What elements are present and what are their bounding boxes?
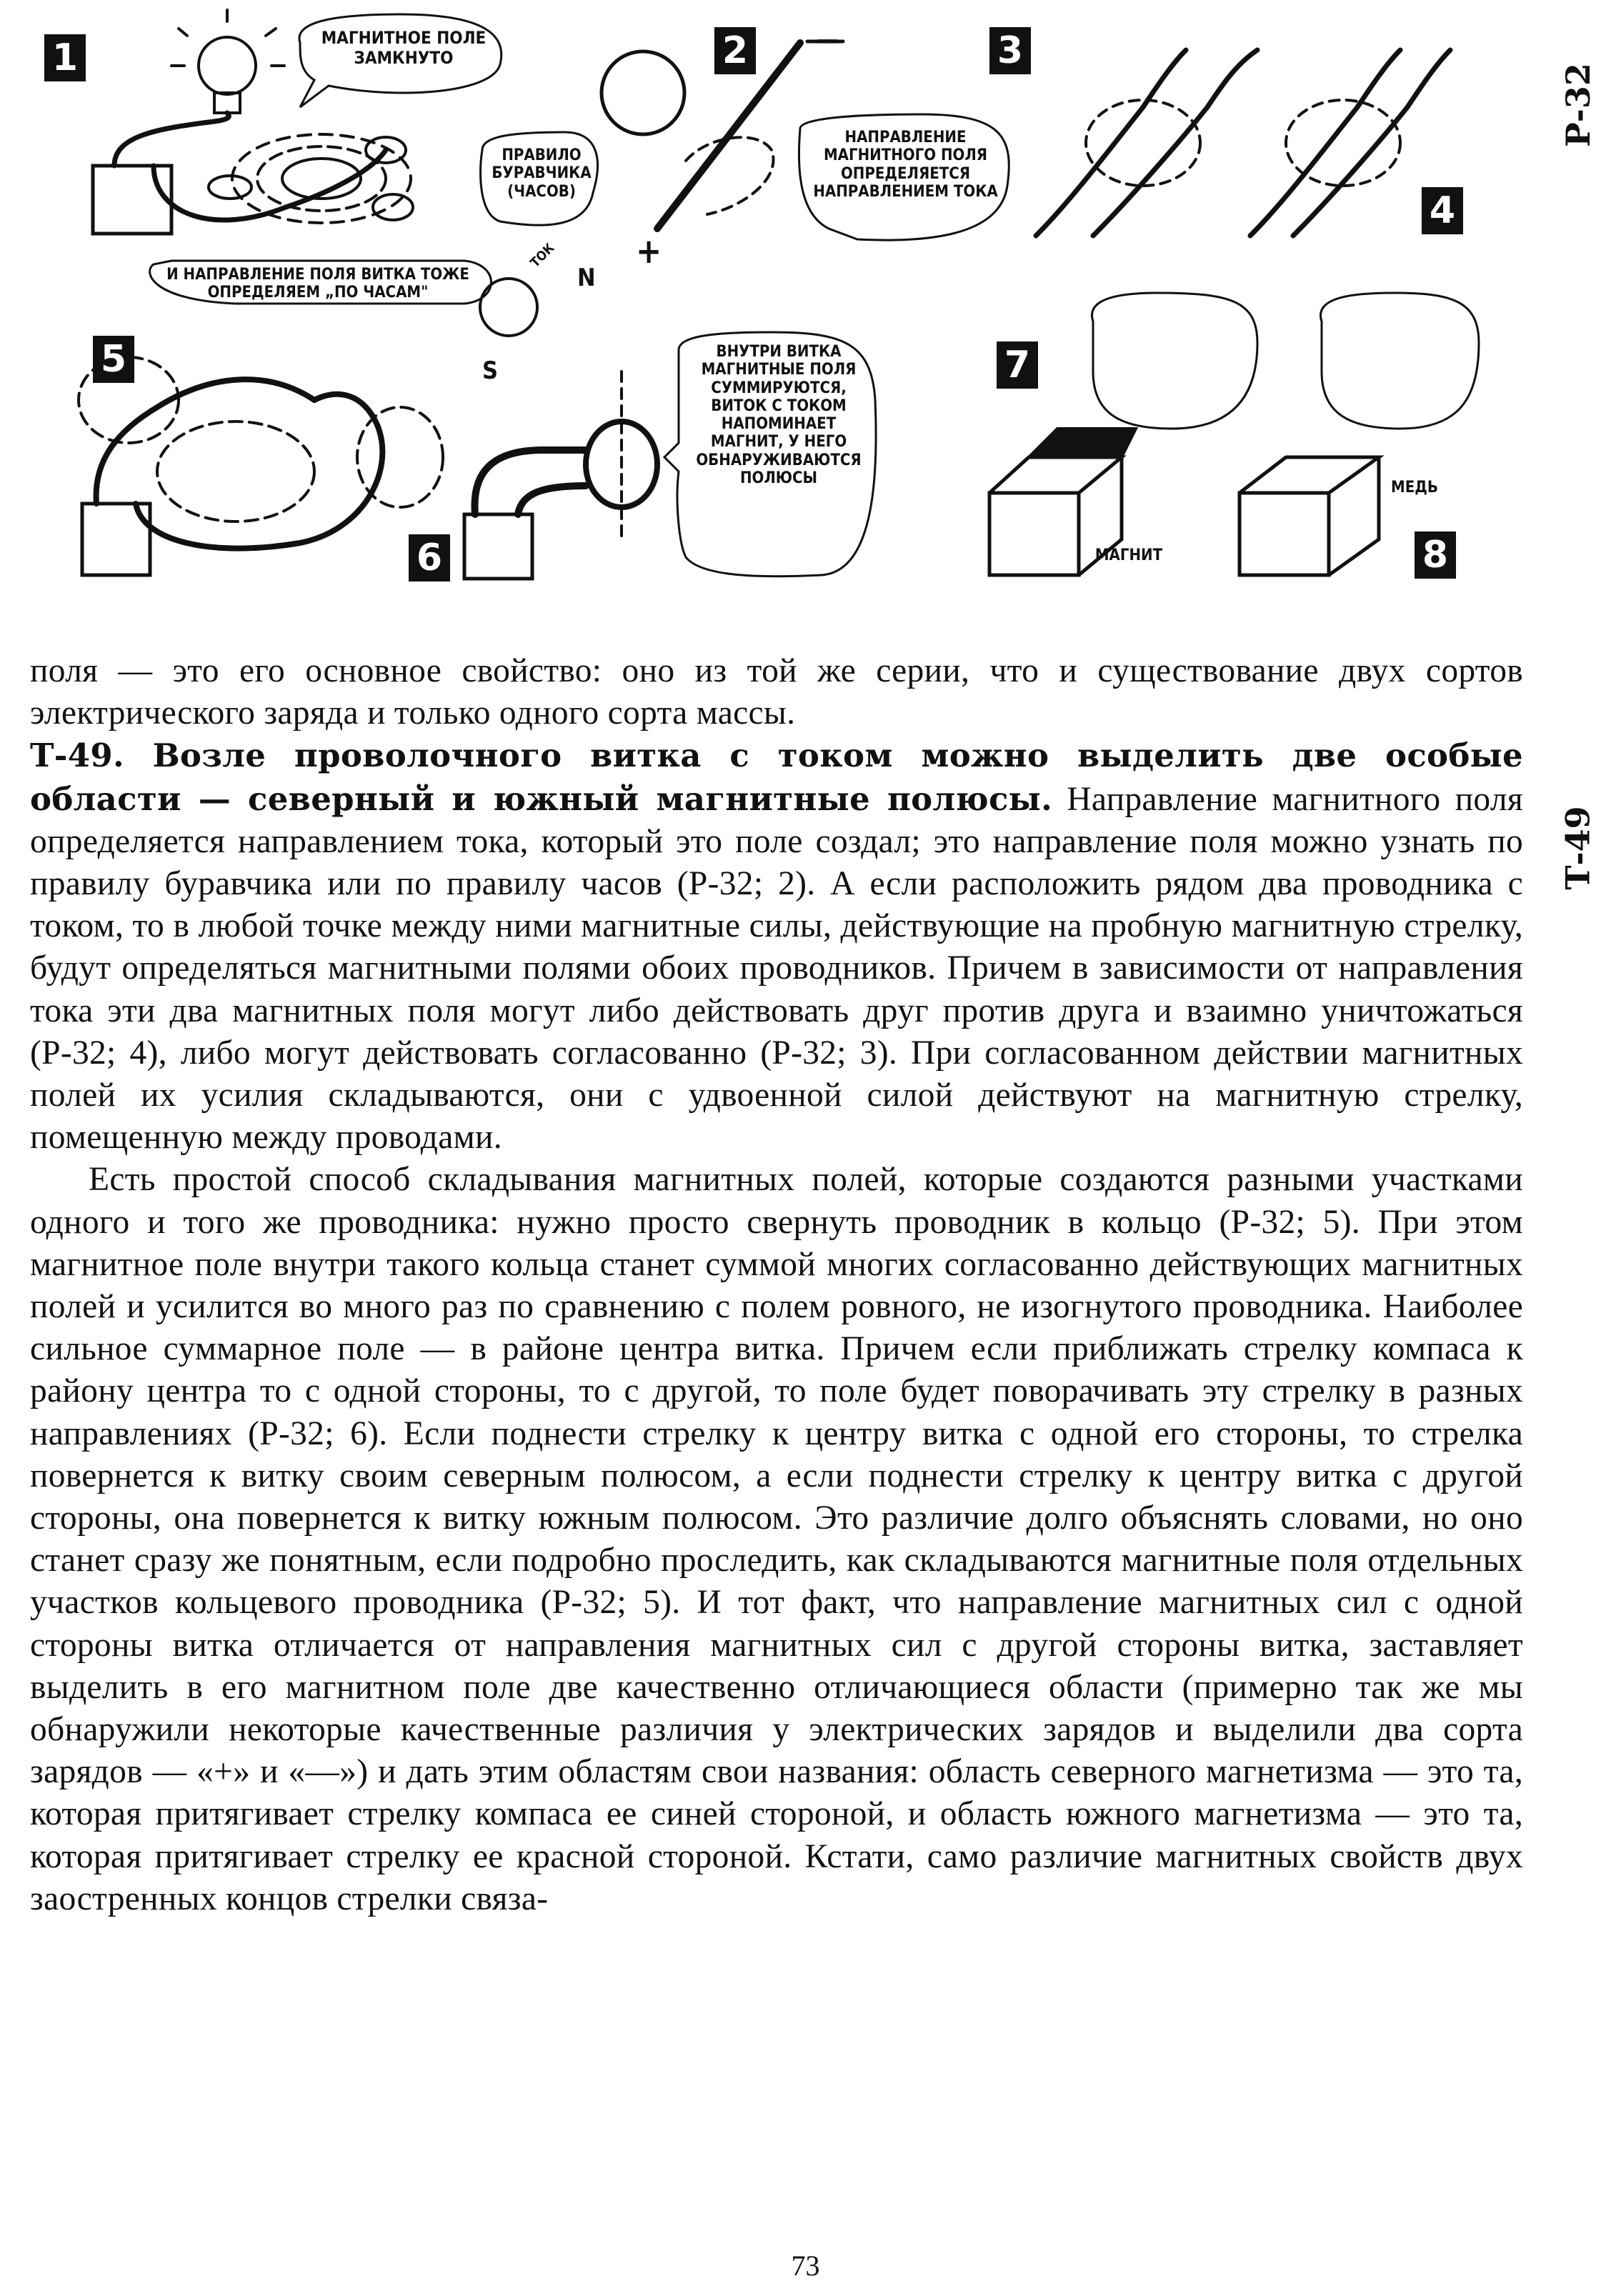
illustration-drawing: [0, 0, 1611, 614]
margin-label-mid: Т-49: [1558, 806, 1597, 890]
panel-7-badge: 7: [997, 341, 1038, 389]
paragraph-2-body: Направление магнитного поля определяется направлением тока, который это поле создал; это направление поля можно узнать по правилу буравчика или по правилу часов (Р-32; 2). А если расположить рядом два проводника с током, то в любой точке между ними магнитные силы, действующие на пробную магнитную стрелку, будут определяться магнитными полями обоих проводников. Причем в зависимости от направления тока эти два магнитных поля могут либо действовать друг против друга и взаимно уничтожаться (Р-32; 4), либо могут действовать согласованно (Р-32; 3). При согласованном действии магнитных полей их усилия складываются, они с удвоенной силой действуют на магнитную стрелку, помещенную между проводами.: [30, 780, 1523, 1157]
panel-5-badge: 5: [93, 336, 134, 383]
paragraph-2: [30, 734, 1523, 1159]
panel-4-badge: 4: [1422, 187, 1463, 234]
paragraph-1: поля — это его основное свойство: оно из той же серии, что и существование двух сортов электрического заряда и только одного сорта массы.: [30, 652, 1523, 732]
panel-3-4-drawing: [1036, 50, 1450, 236]
illustration-figure: [0, 0, 1611, 614]
panel-7-label: МАГНИТ: [1094, 546, 1163, 564]
minus-sign: −: [814, 21, 841, 61]
paragraph-3: Есть простой способ складывания магнитных полей, которые создаются разными участками одного и того же проводника: нужно просто свернуть проводник в кольцо (Р-32; 5). При этом магнитное поле внутри такого кольца станет суммой многих согласованно действующих магнитных полей и усилится во много раз по сравнению с полем ровного, не изогнутого проводника. Наиболее сильное суммарное поле — в районе центра витка. Причем если приближать стрелку компаса к району центра то с одной стороны, то с другой, то поле будет поворачивать эту стрелку в разных направлениях (Р-32; 6). Если поднести стрелку к центру витка с одной его стороны, то стрелка повернется к витку своим северным полюсом, а если поднести стрелку к центру витка с другой стороны, она повернется к витку южным полюсом. Это различие долго объяснять словами, но оно станет сразу же понятным, если подробно проследить, как складываются магнитные поля отдельных участков кольцевого проводника (Р-32; 5). И тот факт, что направление магнитных сил с одной стороны витка отличается от направления магнитных сил с другой стороны витка, заставляет выделить в его магнитном поле две качественно отличающиеся области (примерно так же мы обнаружили некоторые качественные различия у электрических зарядов и выделили два сорта зарядов — «+» и «—») и дать этим областям свои названия: область северного магнетизма — это та, которая притягивает стрелку компаса ее синей стороной, и область южного магнетизма — это та, которая притягивает стрелку ее красной стороной. Кстати, само различие магнитных свойств двух заостренных концов стрелки связа-: [30, 1161, 1523, 1917]
panel-2-bubble-left: ПРАВИЛО БУРАВЧИКА (ЧАСОВ): [492, 146, 592, 201]
north-pole-label: N: [577, 264, 596, 292]
panel-8-badge: 8: [1415, 531, 1456, 579]
panel-1-bubble: МАГНИТНОЕ ПОЛЕ ЗАМКНУТО: [321, 28, 487, 68]
panel-6-badge: 6: [409, 534, 450, 582]
panel-7-8-drawing: [989, 293, 1479, 575]
body-text: [30, 650, 1523, 1920]
margin-label-top: Р-32: [1558, 63, 1597, 147]
panel-1-badge: 1: [44, 34, 86, 81]
panel-2-badge: 2: [714, 27, 756, 74]
tok-label: ТОК: [527, 240, 558, 271]
panel-3-badge: 3: [989, 27, 1031, 74]
section-heading: Т-49. Возле проволочного витка с током можно выделить две особые области — северный и южный магнитные полюсы.: [30, 737, 1523, 818]
panel-5-drawing: [79, 261, 537, 575]
panel-8-label: МЕДЬ: [1391, 479, 1438, 496]
south-pole-label: S: [482, 356, 499, 385]
page-number: 73: [791, 2250, 820, 2282]
panel-5-bubble: И НАПРАВЛЕНИЕ ПОЛЯ ВИТКА ТОЖЕ ОПРЕДЕЛЯЕМ „ПО ЧАСАМ": [166, 266, 469, 302]
panel-2-bubble-right: НАПРАВЛЕНИЕ МАГНИТНОГО ПОЛЯ ОПРЕДЕЛЯЕТСЯ НАПРАВЛЕНИЕМ ТОКА: [813, 129, 998, 201]
panel-6-bubble: ВНУТРИ ВИТКА МАГНИТНЫЕ ПОЛЯ СУММИРУЮТСЯ, ВИТОК С ТОКОМ НАПОМИНАЕТ МАГНИТ, У НЕГО ОБНАРУЖИВАЮТСЯ ПОЛЮСЫ: [696, 343, 862, 488]
plus-sign: +: [636, 231, 662, 271]
